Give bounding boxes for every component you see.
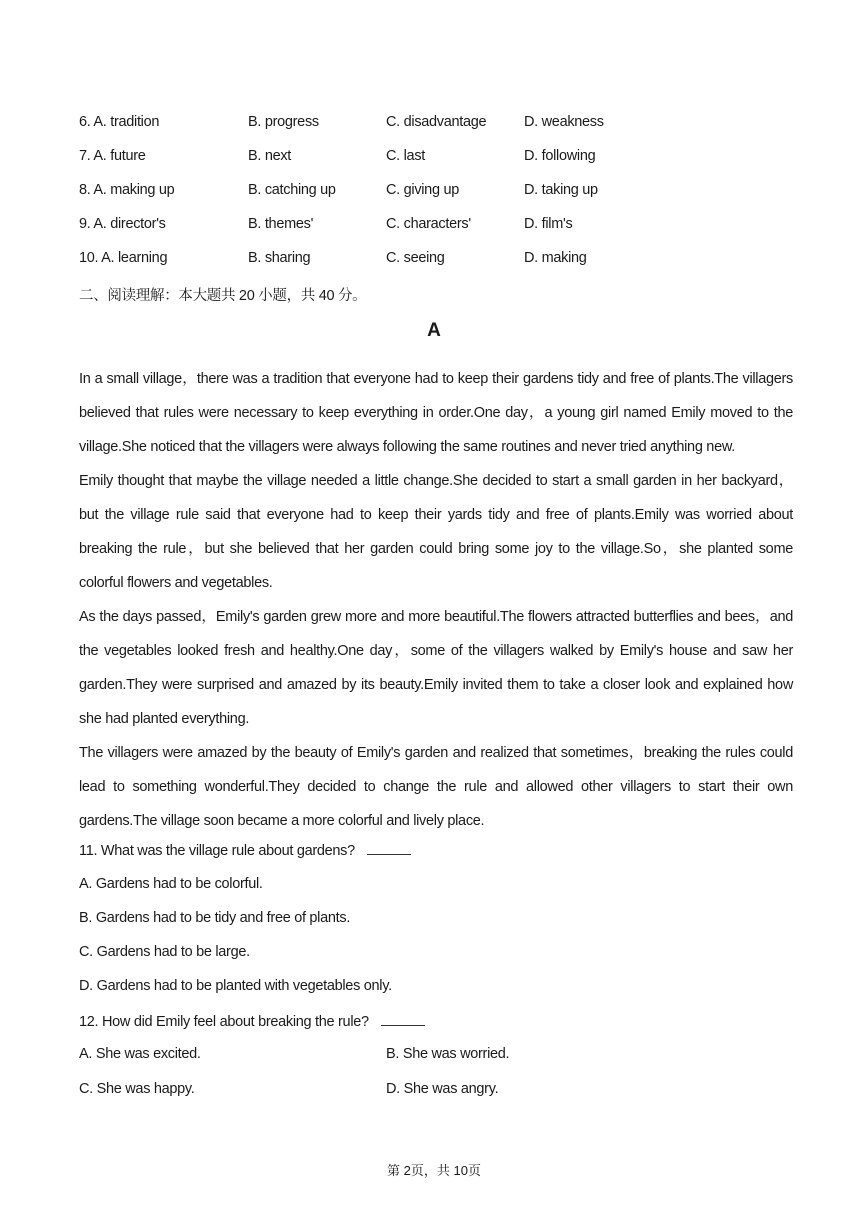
option-a: 9. A. director's [79,216,166,232]
option-c: C. last [386,148,425,164]
passage-title: A [427,320,441,341]
option-b: B. themes' [248,216,314,232]
reading-passage [79,362,793,838]
option-c: C. characters' [386,216,471,232]
option-c: C. disadvantage [386,114,487,130]
question-11-option-b: B. Gardens had to be tidy and free of plants. [79,910,351,926]
question-11-stem [79,842,411,859]
question-text: 12. How did Emily feel about breaking the rule? [79,1014,369,1030]
question-7-options [79,148,779,168]
question-12-option-d: D. She was angry. [386,1081,499,1097]
question-11-option-c: C. Gardens had to be large. [79,944,250,960]
option-c: C. giving up [386,182,459,198]
question-9-options [79,216,779,236]
passage-paragraph: Emily thought that maybe the village needed a little change.She decided to start a small garden in her backyard，but the village rule said that everyone had to keep their yards tidy and free of plants.Emily was worried about breaking the rule，but she believed that her garden could bring some joy to the village.So，she planted some colorful flowers and vegetables. [79,473,793,591]
passage-paragraph: In a small village，there was a tradition that everyone had to keep their gardens tidy and free of plants.The villagers believed that rules were necessary to keep everything in order.One day，a young girl named Emily moved to the village.She noticed that the villagers were always following the same routines and never tried anything new. [79,371,793,455]
section-heading: 二、阅读理解：本大题共 20 小题，共 40 分。 [79,288,367,304]
answer-blank [367,842,411,855]
answer-blank [381,1013,425,1026]
option-a: 7. A. future [79,148,146,164]
question-12-option-b: B. She was worried. [386,1046,510,1062]
passage-paragraph: The villagers were amazed by the beauty of Emily's garden and realized that sometimes，breaking the rules could lead to something wonderful.They decided to change the rule and allowed other villagers to start their own gardens.The village soon became a more colorful and lively place. [79,745,793,829]
question-10-options [79,250,779,270]
option-d: D. following [524,148,596,164]
option-d: D. taking up [524,182,598,198]
question-11-option-a: A. Gardens had to be colorful. [79,876,263,892]
option-b: B. progress [248,114,319,130]
option-d: D. film's [524,216,573,232]
option-d: D. weakness [524,114,604,130]
page-footer: 第 2页，共 10页 [387,1163,481,1178]
option-d: D. making [524,250,587,266]
question-11-option-d: D. Gardens had to be planted with vegetables only. [79,978,392,994]
question-8-options [79,182,779,202]
option-a: 8. A. making up [79,182,175,198]
option-b: B. sharing [248,250,311,266]
option-a: 10. A. learning [79,250,168,266]
question-12-option-a: A. She was excited. [79,1046,201,1062]
option-a: 6. A. tradition [79,114,160,130]
option-b: B. next [248,148,292,164]
question-12-option-c: C. She was happy. [79,1081,195,1097]
question-text: 11. What was the village rule about gardens? [79,843,355,859]
question-12-stem [79,1013,425,1030]
option-b: B. catching up [248,182,336,198]
option-c: C. seeing [386,250,445,266]
question-6-options [79,114,779,134]
passage-paragraph: As the days passed，Emily's garden grew more and more beautiful.The flowers attracted butterflies and bees，and the vegetables looked fresh and healthy.One day，some of the villagers walked by Emily's house and saw her garden.They were surprised and amazed by its beauty.Emily invited them to take a closer look and explained how she had planted everything. [79,609,793,727]
